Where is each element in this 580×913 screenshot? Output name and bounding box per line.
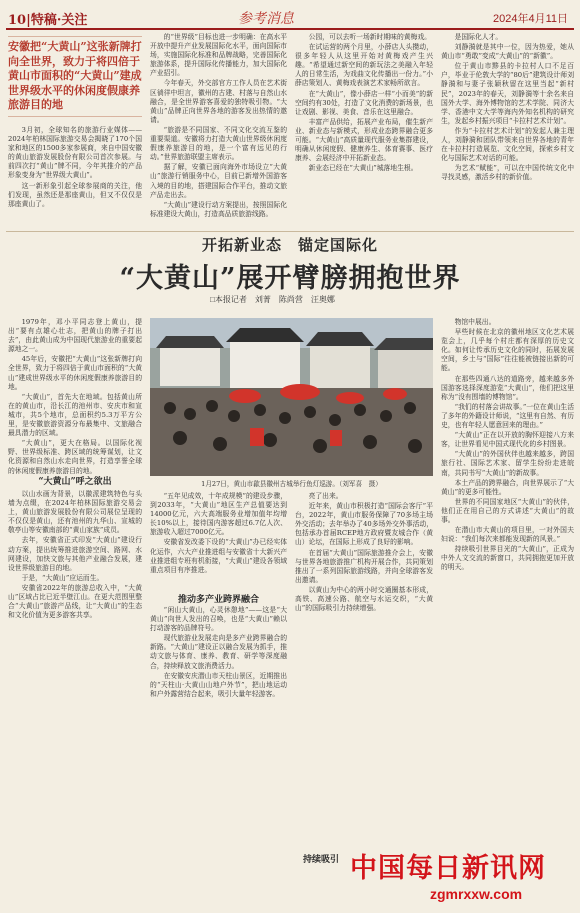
paragraph: 今年春天，外交部官方工作人员在艺术街区徜徉中坦言，徽州的古建、村落与自然山水融合，是全世界游客喜爱的独特吸引物。“大黄山”品牌正向世界各地的游客发出热情的邀请。 bbox=[150, 79, 287, 124]
paragraph: 新业态已经在“大黄山”城落地生根。 bbox=[308, 164, 418, 173]
divider bbox=[6, 231, 574, 232]
column-4-top bbox=[441, 33, 574, 226]
column-3-top bbox=[295, 33, 433, 226]
paragraph: 是国际化人才。 bbox=[454, 33, 503, 41]
watermark-logo: 中国每日新讯网 bbox=[350, 853, 546, 883]
paragraph: 去年，安徽省正式印发“大黄山”建设行动方案，提出统筹推进旅游空间、路网、水网建设，加快文旅与其他产业融合发展，建设世界级旅游目的地。 bbox=[8, 536, 142, 572]
paragraph: 物馆中展出。 bbox=[454, 318, 496, 326]
paragraph: 安徽省2022年的旅游总收入中，“大黄山”区域占比已近半壁江山。在更大范围里整合“大黄山”旅游产品线，让“大黄山”的生态和文化价值为更多游客共享。 bbox=[8, 583, 142, 620]
paragraph: 亮了出来。 bbox=[308, 492, 343, 500]
masthead-logo: 参考消息 bbox=[238, 11, 294, 27]
paragraph: “旅游是不同国家、不同文化交流互鉴的重要渠道。安徽将力打造大黄山世界级休闲度假康养旅游目的地，是一个富有远见的行动。”世界旅游联盟主席表示。 bbox=[150, 125, 287, 162]
paragraph: 近年来，黄山市积极打造“国际会客厅”平台，2022年，黄山市服务保障了70多场主场外交活动；去年举办了40多场外交外事活动，包括承办首届RCEP地方政府暨友城合作（黄山）论坛，在国际上形成了良好的影响。 bbox=[295, 502, 433, 547]
paragraph: “大黄山”建设行动方案提出，按照国际化标准建设大黄山，打造高品质旅游线路。 bbox=[150, 200, 287, 218]
paragraph: “大黄山”，更大在格局。以国际化视野、世界级标准、跨区域的统筹谋划，让文化资源和自然山水走向世界，打造享誉全球的休闲度假康养旅游目的地。 bbox=[8, 439, 142, 475]
paragraph: 本土产品的跨界融合，向世界展示了“大黄山”的更多可能性。 bbox=[441, 478, 574, 496]
column-2-top bbox=[150, 33, 287, 226]
paragraph: “大黄山”的外国伙伴也越来越多，跨国旅行社、国际艺术家、留学生纷纷走进皖南，共同书写“大黄山”的新故事。 bbox=[441, 450, 574, 477]
byline: □本报记者 刘菁 陈尚营 汪奥娜 bbox=[210, 295, 335, 304]
paragraph: 的“世界级”目标也进一步明确：在高水平开放中提升产业发展国际化水平，面向国际市场，实施国际化标准和品牌战略，完善国际化旅游体系，提升国际化传播能力，加大国际化产业招引。 bbox=[150, 33, 287, 78]
paragraph: “大黄山”，首先大在地域。包括黄山所在的黄山市，沿长江的池州市、安庆市和宣城市，共5个地市，总面积约5.3万平方公里，是安徽旅游资源分布最集中、文旅融合最具潜力的区域。 bbox=[8, 392, 142, 438]
paragraph: 以山水画为背景，以徽派建筑特色与头墙为点缀，在2024年柏林国际旅游交易会上，黄山旅游发展股份有限公司展位呈现的不仅仅是黄山，还有池州的九华山、宣城的敬亭山等安徽南部的“黄山家族”成员。 bbox=[8, 490, 142, 535]
column-2-bottom bbox=[150, 492, 287, 588]
paragraph: 3月初，全球知名的旅游行业媒体——2024年柏林国际旅游交易会揭晓了170个国家和地区的1500多家参展商，来自中国安徽的黄山旅游发展股份有限公司首次参展。与前四次打“黄山”牌不同，今年其推介的产品形象变身为“世界级大黄山”。 bbox=[8, 126, 142, 180]
column-3-bottom bbox=[295, 492, 433, 844]
paragraph: “大黄山”正在以开放的胸怀迎接八方来客，让世界看见中国式现代化的乡村图景。 bbox=[441, 431, 574, 449]
headline-title: “大黄山”展开臂膀拥抱世界 bbox=[119, 263, 461, 294]
column-1-bottom-2 bbox=[8, 490, 142, 890]
paragraph: 现代旅游业发展走向是多产业跨界融合的新路。“大黄山”建设正以融合发展为抓手，推动文旅与体育、康养、教育、研学等深度融合，持续释放文旅消费活力。 bbox=[150, 634, 287, 670]
paragraph: 持续吸引世界目光的“大黄山”，正成为中外人文交流的新窗口，共同拥抱更加开放的明天。 bbox=[441, 545, 574, 572]
paragraph: 公园，可以去听一场新时期味的黄梅戏。 bbox=[308, 33, 431, 41]
paragraph: 这一新形象引起全球参展商的关注，他们发现，虽然还是那座黄山，但又不仅仅是那座黄山了。 bbox=[8, 181, 142, 208]
column-1-bottom bbox=[8, 318, 142, 475]
paragraph: 在那些四通八达的道路旁，越来越多外国游客选择深度游览“大黄山”，他们把这里称为“没有围墙的博物馆”。 bbox=[441, 374, 574, 401]
paragraph: 在安徽安庆潜山市天柱山景区，近期推出的“天柱山·大黄山山地户外节”，把山地运动和户外露营结合起来，吸引大量年轻游客。 bbox=[150, 671, 287, 698]
headline-subtitle: 开拓新业态 锚定国际化 bbox=[201, 236, 378, 254]
paragraph: 在首届“大黄山”国际旅游推介会上，安徽与世界各地旅游推广机构开展合作，共同策划推出了一系列国际旅游线路，并向全球游客发出邀请。 bbox=[295, 548, 433, 584]
paragraph: 世界的不同国家地区“大黄山”的伙伴，他们正在用自己的方式讲述“大黄山”的故事。 bbox=[441, 497, 574, 524]
page-header bbox=[6, 6, 574, 30]
paragraph: 安徽省发改委下设的“大黄山”办已经实体化运作，六大产业推进组与安徽省十大新兴产业推进组专班有机衔接，“大黄山”建设各领域重点项目有序推进。 bbox=[150, 538, 287, 574]
paragraph: “五年见成效，十年成规模”的建设步骤，到2033年，“大黄山”地区生产总值要达到14000亿元，六大高端服务业增加值年均增长10%以上，接待国内游客超过6.7亿人次、旅游收入超过7000亿元。 bbox=[150, 492, 287, 537]
section-heading: “大黄山”呼之欲出 bbox=[38, 477, 112, 487]
paragraph: 丰富产品供给，拓展产业布局，催生新产业、新业态与新模式，形成业态跨界融合更多可能。“大黄山”高质量现代服务业集群建设，明确从休闲度假、健康养生、体育赛事、医疗康养、会展经济中开拓新业态。 bbox=[295, 117, 433, 163]
watermark-url: zgmrxxw.com bbox=[430, 886, 523, 902]
paragraph: 作为“卡拉村艺术计划”的发起人兼主理人，刘静漪和团队带领来自世界各地的青年在卡拉村打造展览、文化空间，探索乡村文化与国际艺术对话的可能。 bbox=[441, 126, 574, 163]
paragraph: 据了解，安徽已面向海外市场设立“大黄山”旅游行销服务中心，目前已新增外国游客入境的目的地，搭建国际合作平台，推动文旅产品走出去。 bbox=[150, 163, 287, 199]
photo-illustration bbox=[150, 318, 433, 476]
paragraph: 在试运营的两个月里，小薛店人头攒动，很多年轻人从这里开始对黄梅戏产生兴趣。“希望通过新空间的新玩法之美融入年轻人的日常生活，为戏曲文化传播出一份力。”小薛店策划人、黄梅戏表演艺术家畅所欲言。 bbox=[295, 43, 433, 88]
paragraph: 在潜山市大黄山的项目里，一对外国夫妇说：“我们每次来都能发现新的风景。” bbox=[441, 526, 574, 544]
paragraph: 45年后，安徽把“大黄山”这张新牌打向全世界，致力于将四倍于黄山市面积的“大黄山”建成世界级水平的休闲度假康养旅游目的地。 bbox=[8, 355, 142, 391]
section-heading: 持续吸引 bbox=[303, 855, 340, 865]
photo-caption: 1月27日，黄山市歙县徽州古城举行鱼灯巡游。（刘军喜 摄） bbox=[201, 480, 382, 488]
paragraph: 刘静漪就是其中一位，因为热爱，她从黄山市“勇敢”变成“大黄山”的“新徽”。 bbox=[441, 43, 574, 61]
paragraph: 在“大黄山”，像小薛店一样“小而美”的新空间约有30处，打造了文化消费的新场景，也让戏剧、影视、美食、音乐在这里融合。 bbox=[295, 89, 433, 116]
paragraph: “闲山大黄山，心灵休憩地”——这是“大黄山”向世人发出的召唤，也是“大黄山”赖以打动游客的品牌符号。 bbox=[150, 606, 287, 633]
news-photo bbox=[150, 318, 433, 476]
paragraph: 为艺术“赋能”，可以在中国传统文化中寻找灵感，激活乡村的新价值。 bbox=[441, 164, 574, 182]
column-4-bottom bbox=[441, 318, 574, 838]
paragraph: 1979年，邓小平同志登上黄山，提出“要有点雄心壮志，把黄山的牌子打出去”，由此黄山成为中国现代旅游业的重要起源地之一。 bbox=[8, 318, 142, 354]
section-heading: 推动多产业跨界融合 bbox=[177, 595, 259, 605]
paragraph: 以黄山为中心的两小时交通圈基本形成，高铁、高速公路、航空与水运交织，“大黄山”的国际吸引力持续增强。 bbox=[295, 585, 433, 613]
section-label: 10|特稿·关注 bbox=[8, 13, 88, 28]
column-1-top bbox=[8, 126, 142, 226]
paragraph: 早些时候在北京的徽州地区文化艺术展览会上，几乎每个村庄都有深厚的历史文化。如何让传承历史文化的同时，拓展发展空间，乡土与“国际”往往能被链接出新的可能。 bbox=[441, 328, 574, 373]
paragraph: 于是，“大黄山”应运而生。 bbox=[21, 573, 104, 582]
pull-quote: 安徽把“大黄山”这张新牌打向全世界，致力于将四倍于黄山市面积的“大黄山”建成世界级水平的休闲度假康养旅游目的地 bbox=[8, 36, 142, 117]
column-2-bottom-2 bbox=[150, 606, 287, 902]
paragraph: “我们的村落会讲故事。”一位在黄山生活了多年的外籍设计师说，“这里有自然、有历史，也有年轻人愿意回来的理由。” bbox=[441, 402, 574, 430]
paragraph: 位于黄山市黟县的卡拉村人口不足百户，毕业于伦敦大学的“80后”建筑设计师刘静漪和与妻子张颖秋留在这里当起“新村民”，2023年的春天，刘静漪等十余名来自国外大学、海外博物馆的艺术学院、同济大学、香港中文大学等海内外知名机构的研究生，发起乡村振兴项目“卡拉村艺术计划”。 bbox=[441, 62, 574, 125]
issue-date: 2024年4月11日 bbox=[492, 13, 568, 25]
